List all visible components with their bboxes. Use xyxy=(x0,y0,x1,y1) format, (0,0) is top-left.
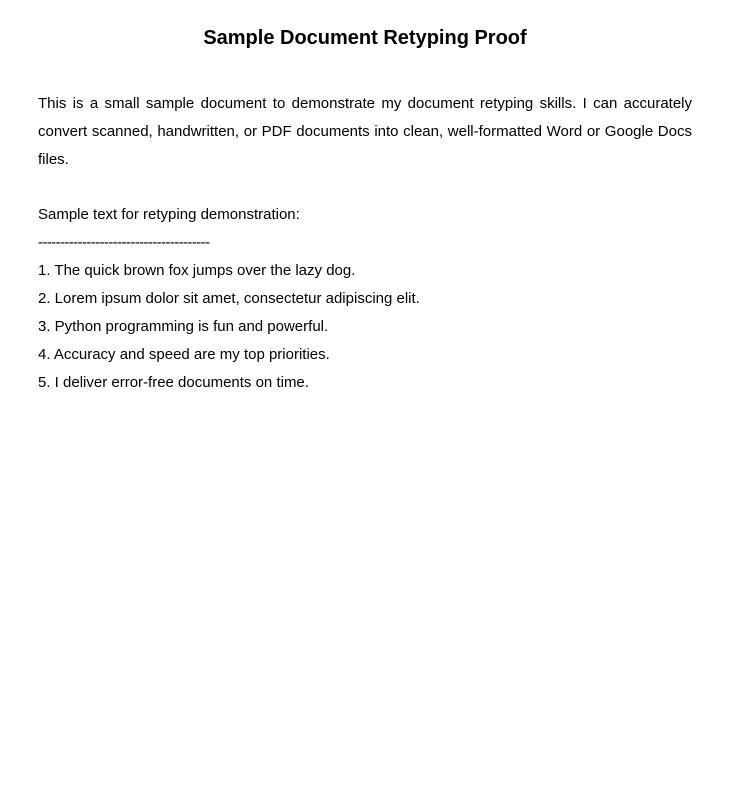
document-title: Sample Document Retyping Proof xyxy=(203,27,527,49)
list-item: 1. The quick brown fox jumps over the lazy dog. xyxy=(38,262,356,279)
intro-paragraph: This is a small sample document to demonstrate my document retyping skills. I can accurately convert scanned, handwritten, or PDF documents into clean, well-formatted Word or Google Docs files. xyxy=(38,95,692,168)
sample-list xyxy=(38,257,420,397)
list-item: 3. Python programming is fun and powerful. xyxy=(38,318,329,335)
sample-heading: Sample text for retyping demonstration: xyxy=(38,206,300,223)
separator-line: --------------------------------------- xyxy=(38,234,210,251)
list-item: 2. Lorem ipsum dolor sit amet, consectetur adipiscing elit. xyxy=(38,290,420,307)
list-item: 5. I deliver error-free documents on time. xyxy=(38,374,309,391)
list-item: 4. Accuracy and speed are my top priorities. xyxy=(38,346,330,363)
